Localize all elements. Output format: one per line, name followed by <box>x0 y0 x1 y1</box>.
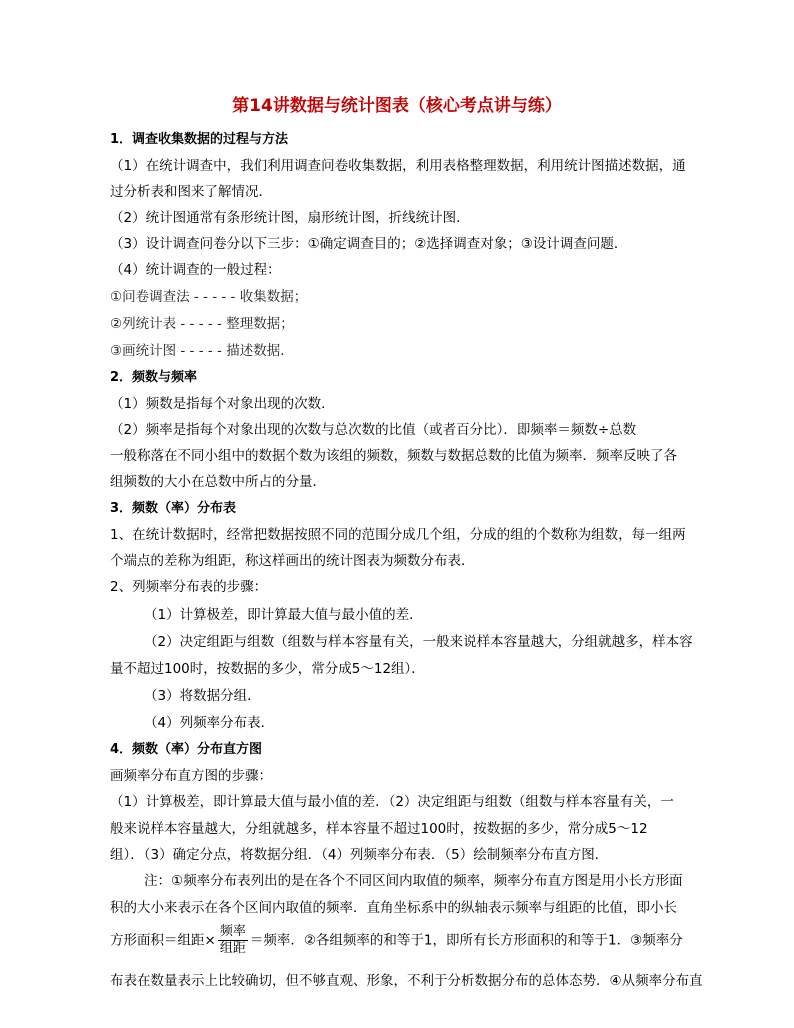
s2-paragraph-3a: 一般称落在不同小组中的数据个数为该组的频数，频数与数据总数的比值为频率．频率反映了各 <box>110 448 677 464</box>
s1-step-2: ②列统计表 - - - - - 整理数据； <box>110 316 294 332</box>
section-1-heading: 1．调查收集数据的过程与方法 <box>110 132 289 147</box>
s1-step-1: ①问卷调查法 - - - - - 收集数据； <box>110 289 308 305</box>
s1-paragraph-2: （2）统计图通常有条形统计图，扇形统计图，折线统计图． <box>110 210 470 226</box>
section-4-heading: 4．频数（率）分布直方图 <box>110 742 263 757</box>
s4-note-3-pre: 方形面积＝组距× <box>110 932 216 949</box>
s3-paragraph-1b: 个端点的差称为组距，称这样画出的统计图表为频数分布表． <box>110 553 475 569</box>
s2-paragraph-1: （1）频数是指每个对象出现的次数． <box>110 396 335 412</box>
s4-paragraph-2a: （1）计算极差，即计算最大值与最小值的差．（2）决定组距与组数（组数与样本容量有关，一 <box>110 794 674 810</box>
fraction-numerator: 频率 <box>219 924 246 939</box>
section-2-heading: 2．频数与频率 <box>110 370 198 385</box>
s4-note-2: 积的大小来表示在各个区间内取值的频率．直角坐标系中的纵轴表示频率与组距的比值，即小长 <box>110 900 677 916</box>
s4-paragraph-1: 画频率分布直方图的步骤： <box>110 768 272 784</box>
s3-step-2b: 量不超过100时，按数据的多少，常分成5～12组）． <box>110 661 425 677</box>
s3-step-4: （4）列频率分布表． <box>144 715 275 731</box>
frequency-over-class-width-fraction <box>218 924 248 957</box>
s3-step-2a: （2）决定组距与组数（组数与样本容量有关，一般来说样本容量越大，分组就越多，样本容 <box>144 634 693 650</box>
s4-paragraph-2b: 般来说样本容量越大，分组就越多，样本容量不超过100时，按数据的多少，常分成5～12 <box>110 821 648 837</box>
s4-note-1: 注：①频率分布表列出的是在各个不同区间内取值的频率，频率分布直方图是用小长方形面 <box>144 873 683 889</box>
s3-paragraph-2: 2、列频率分布表的步骤： <box>110 579 268 595</box>
s3-step-3: （3）将数据分组． <box>144 688 261 704</box>
s1-paragraph-1a: （1）在统计调查中，我们利用调查问卷收集数据，利用表格整理数据，利用统计图描述数据，通 <box>110 158 686 174</box>
s4-paragraph-2c: 组）．（3）确定分点，将数据分组．（4）列频率分布表．（5）绘制频率分布直方图． <box>110 847 609 863</box>
s4-note-3 <box>110 924 683 957</box>
s2-paragraph-3b: 组频数的大小在总数中所占的分量． <box>110 474 326 490</box>
s1-paragraph-3: （3）设计调查问卷分以下三步：①确定调查目的；②选择调查对象；③设计调查问题． <box>110 236 628 252</box>
fraction-denominator: 组距 <box>219 941 246 956</box>
s4-note-4: 布表在数量表示上比较确切，但不够直观、形象，不利于分析数据分布的总体态势．④从频率分布直 <box>110 973 703 989</box>
s4-note-3-post: ＝频率．②各组频率的和等于1，即所有长方形面积的和等于1．③频率分 <box>249 932 683 949</box>
s3-paragraph-1a: 1、在统计数据时，经常把数据按照不同的范围分成几个组，分成的组的个数称为组数，每一组两 <box>110 527 686 543</box>
page-title: 第14讲数据与统计图表（核心考点讲与练） <box>232 96 562 116</box>
s3-step-1: （1）计算极差，即计算最大值与最小值的差． <box>144 607 423 623</box>
s1-paragraph-4: （4）统计调查的一般过程： <box>110 262 281 278</box>
s2-paragraph-2: （2）频率是指每个对象出现的次数与总次数的比值（或者百分比）．即频率＝频数÷总数 <box>110 422 637 438</box>
s1-paragraph-1b: 过分析表和图来了解情况． <box>110 184 272 200</box>
section-3-heading: 3．频数（率）分布表 <box>110 501 237 516</box>
s1-step-3: ③画统计图 - - - - - 描述数据． <box>110 343 294 359</box>
